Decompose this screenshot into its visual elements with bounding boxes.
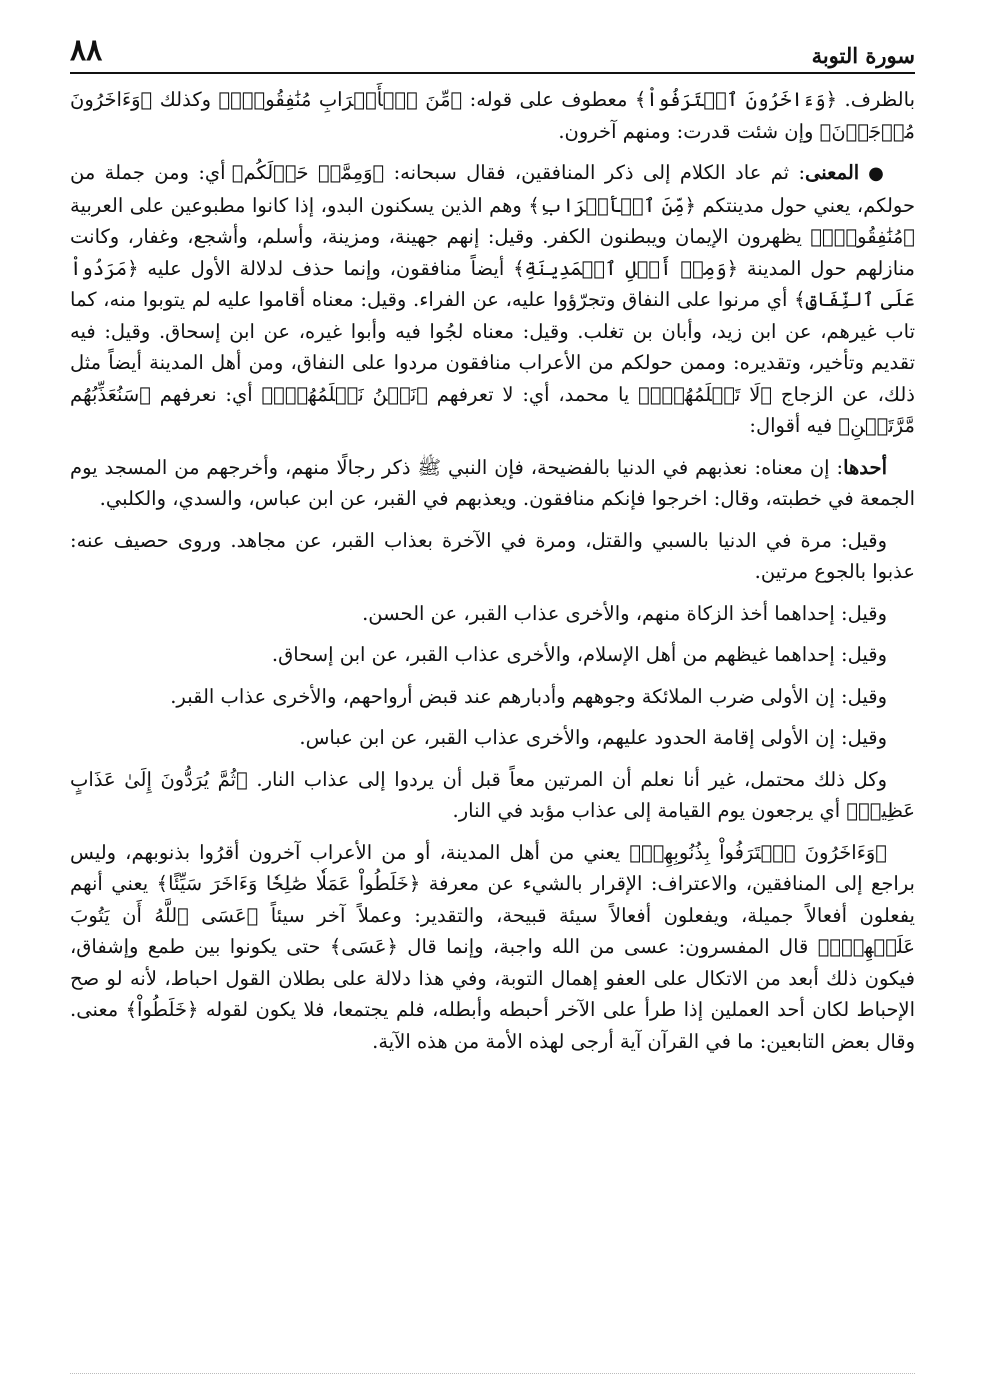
- quran-quote: ﴿سَنُعَذِّبُهُم مَّرَّتَيۡنِ﴾: [70, 382, 915, 437]
- paragraph-meaning: [70, 157, 915, 442]
- body-text: وقيل: إن الأولى ضرب الملائكة وجوههم وأدبارهم عند قبض أرواحهم، والأخرى عذاب القبر.: [170, 684, 887, 708]
- body-text: معطوف على قوله:: [462, 88, 635, 111]
- section-heading: أحدها: [843, 455, 887, 479]
- body-text: وقيل: إحداهما أخذ الزكاة منهم، والأخرى عذاب القبر، عن الحسن.: [362, 601, 887, 625]
- quran-quote: ﴿وَءَاخَرُونَ مُرۡجَوۡنَ﴾: [70, 88, 915, 143]
- body-text: يعني أنهم يفعلون أفعالاً جميلة، ويفعلون أفعالاً سيئة قبيحة، والتقدير: وعملاً آخر سيئاً: [70, 872, 915, 927]
- body-text: وكذلك: [152, 88, 219, 111]
- body-text: يعني من أهل المدينة، أو من الأعراب آخرون أقرُوا بذنوبهم، وليس براجع إلى المنافقين، والاعتراف: الإقرار بالشيء عن معرفة: [70, 840, 915, 895]
- body-text: قال المفسرون: عسى من الله واجبة، وإنما قال: [397, 935, 818, 958]
- paragraph-first-opinion: [70, 452, 915, 515]
- body-text: معنى. وقال بعض التابعين: ما في القرآن آية أرجى لهذه الأمة من هذه الآية.: [70, 998, 915, 1053]
- quran-quote: ﴿مُنَٰفِقُونَۖ﴾: [810, 225, 915, 248]
- body-text: وقيل: مرة في الدنيا بالسبي والقتل، ومرة في الآخرة بعذاب القبر، عن مجاهد. وروى حصيف عنه: عذبوا بالجوع مرتين.: [70, 528, 915, 583]
- page-number: ٨٨: [70, 33, 103, 68]
- page-body: [70, 84, 915, 1057]
- body-text: فيه أقوال:: [749, 414, 839, 437]
- body-text: أي: نعرفهم: [150, 382, 262, 406]
- quran-quote: ﴿وَءَاخَرُونَ ٱعۡتَرَفُواْ بِذُنُوبِهِمۡ﴾: [629, 840, 887, 864]
- paragraph-opinion-mujahid: [70, 525, 915, 588]
- body-text: وإن شئت قدرت: ومنهم آخرون.: [558, 119, 820, 143]
- body-text: وكل ذلك محتمل، غير أنا نعلم أن المرتين معاً قبل أن يردوا إلى عذاب النار.: [247, 767, 887, 791]
- quran-quote: ﴿وَءَاخَرُونَ ٱعۡتَرَفُواْ﴾: [634, 88, 838, 111]
- quran-quote: ﴿عَسَى ٱللَّهُ أَن يَتُوبَ عَلَيۡهِمۡۚ﴾: [70, 903, 915, 958]
- surah-title: سورة التوبة: [811, 43, 915, 68]
- quran-quote: ﴿لَا تَعۡلَمُهُمۡۖ﴾: [638, 382, 773, 406]
- body-text: أيضاً منافقون، وإنما حذف لدلالة الأول عليه: [138, 256, 514, 280]
- quran-quote: ﴿مِّنَ ٱلۡأَعۡرَابِ مُنَٰفِقُونَۖ﴾: [218, 88, 463, 111]
- quran-quote: ﴿مِّنَ ٱلۡأَعۡرَابِ﴾: [528, 193, 696, 217]
- quran-quote: ﴿خَلَطُواْ﴾: [125, 998, 199, 1021]
- body-text: وهم الذين يسكنون البدو، إذا كانوا مطبوعين على العربية: [70, 193, 529, 217]
- body-text: حتى يكونوا بين طمع وإشفاق، فيكون ذلك أبعد من الاتكال على العفو إهمال التوبة، وفي هذا دلالة على بطلان القول احباط، لأنه لو صح الإحباط لكان أحد العملين إذا طرأ على الآخر أحبطه وأبطله، فلم يجتمعا، فلا يكون لقوله: [70, 935, 916, 1021]
- paragraph-conclusion: [70, 764, 915, 827]
- body-text: : ثم عاد الكلام إلى ذكر المنافقين، فقال سبحانه:: [384, 161, 806, 184]
- body-text: وقيل: إن الأولى إقامة الحدود عليهم، والأخرى عذاب القبر، عن ابن عباس.: [299, 726, 887, 749]
- page-header: [70, 26, 915, 74]
- quran-quote: ﴿وَمِمَّنۡ حَوۡلَكُم﴾: [231, 161, 385, 184]
- page-bottom-edge: [70, 1373, 915, 1374]
- body-text: أي: ومن جملة من حولكم، يعني حول مدينتكم: [70, 161, 916, 217]
- body-text: يا محمد، أي: لا تعرفهم: [427, 382, 639, 406]
- paragraph-others-confessed: [70, 837, 915, 1058]
- quran-quote: ﴿وَمِنۡ أَهۡلِ ٱلۡمَدِينَةِ﴾: [513, 256, 739, 280]
- body-text: يظهرون الإيمان ويبطنون الكفر. وقيل: إنهم جهينة، ومزينة، وأسلم، وأشجع، وغفار، وكانت منازلهم حول المدينة: [70, 225, 915, 280]
- paragraph-opinion-angels: [70, 681, 915, 713]
- body-text: أي يرجعون يوم القيامة إلى عذاب مؤبد في النار.: [452, 799, 847, 822]
- body-text: وقيل: إحداهما غيظهم من أهل الإسلام، والأخرى عذاب القبر، عن ابن إسحاق.: [271, 643, 887, 666]
- quran-quote: ﴿نَحۡنُ نَعۡلَمُهُمۡۚ﴾: [261, 382, 428, 406]
- section-heading: المعنى: [805, 161, 860, 184]
- paragraph-intro: [70, 84, 915, 147]
- quran-quote: ﴿عَسَى﴾: [329, 935, 398, 958]
- paragraph-opinion-hasan: [70, 598, 915, 630]
- bullet-icon: ●: [859, 163, 887, 184]
- quran-quote: ﴿خَلَطُواْ عَمَلٗا صَٰلِحٗا وَءَاخَرَ سَيِّئًا﴾: [156, 872, 421, 895]
- paragraph-opinion-ibn-abbas: [70, 722, 915, 754]
- quran-quote: ﴿ثُمَّ يُرَدُّونَ إِلَىٰ عَذَابٍ عَظِيمٖ﴾: [70, 767, 915, 822]
- quran-quote: ﴿مَرَدُواْ عَلَى ٱلنِّفَاقِ﴾: [70, 256, 915, 311]
- body-text: : إن معناه: نعذبهم في الدنيا بالفضيحة، فإن النبي ﷺ ذكر رجالًا منهم، وأخرجهم من المسجد يوم الجمعة في خطبته، وقال: اخرجوا فإنكم منافقون. ويعذبهم في القبر، عن ابن عباس، والسدي، والكلبي.: [70, 455, 915, 510]
- paragraph-opinion-ibn-ishaq: [70, 639, 915, 671]
- body-text: بالظرف.: [837, 88, 915, 111]
- body-text: أي مرنوا على النفاق وتجرّؤوا عليه، عن الفراء. وقيل: معناه أقاموا عليه لم يتوبوا منه، كما تاب غيرهم، عن ابن زيد، وأبان بن تغلب. وقيل: معناه لجُوا فيه وأبوا غيره، عن ابن إسحاق. وقيل: فيه تقديم وتأخير، وتقديره: وممن حولكم من الأعراب منافقون مردوا على النفاق، ومن أهل المدينة أيضاً مثل ذلك، عن الزجاج: [70, 288, 915, 406]
